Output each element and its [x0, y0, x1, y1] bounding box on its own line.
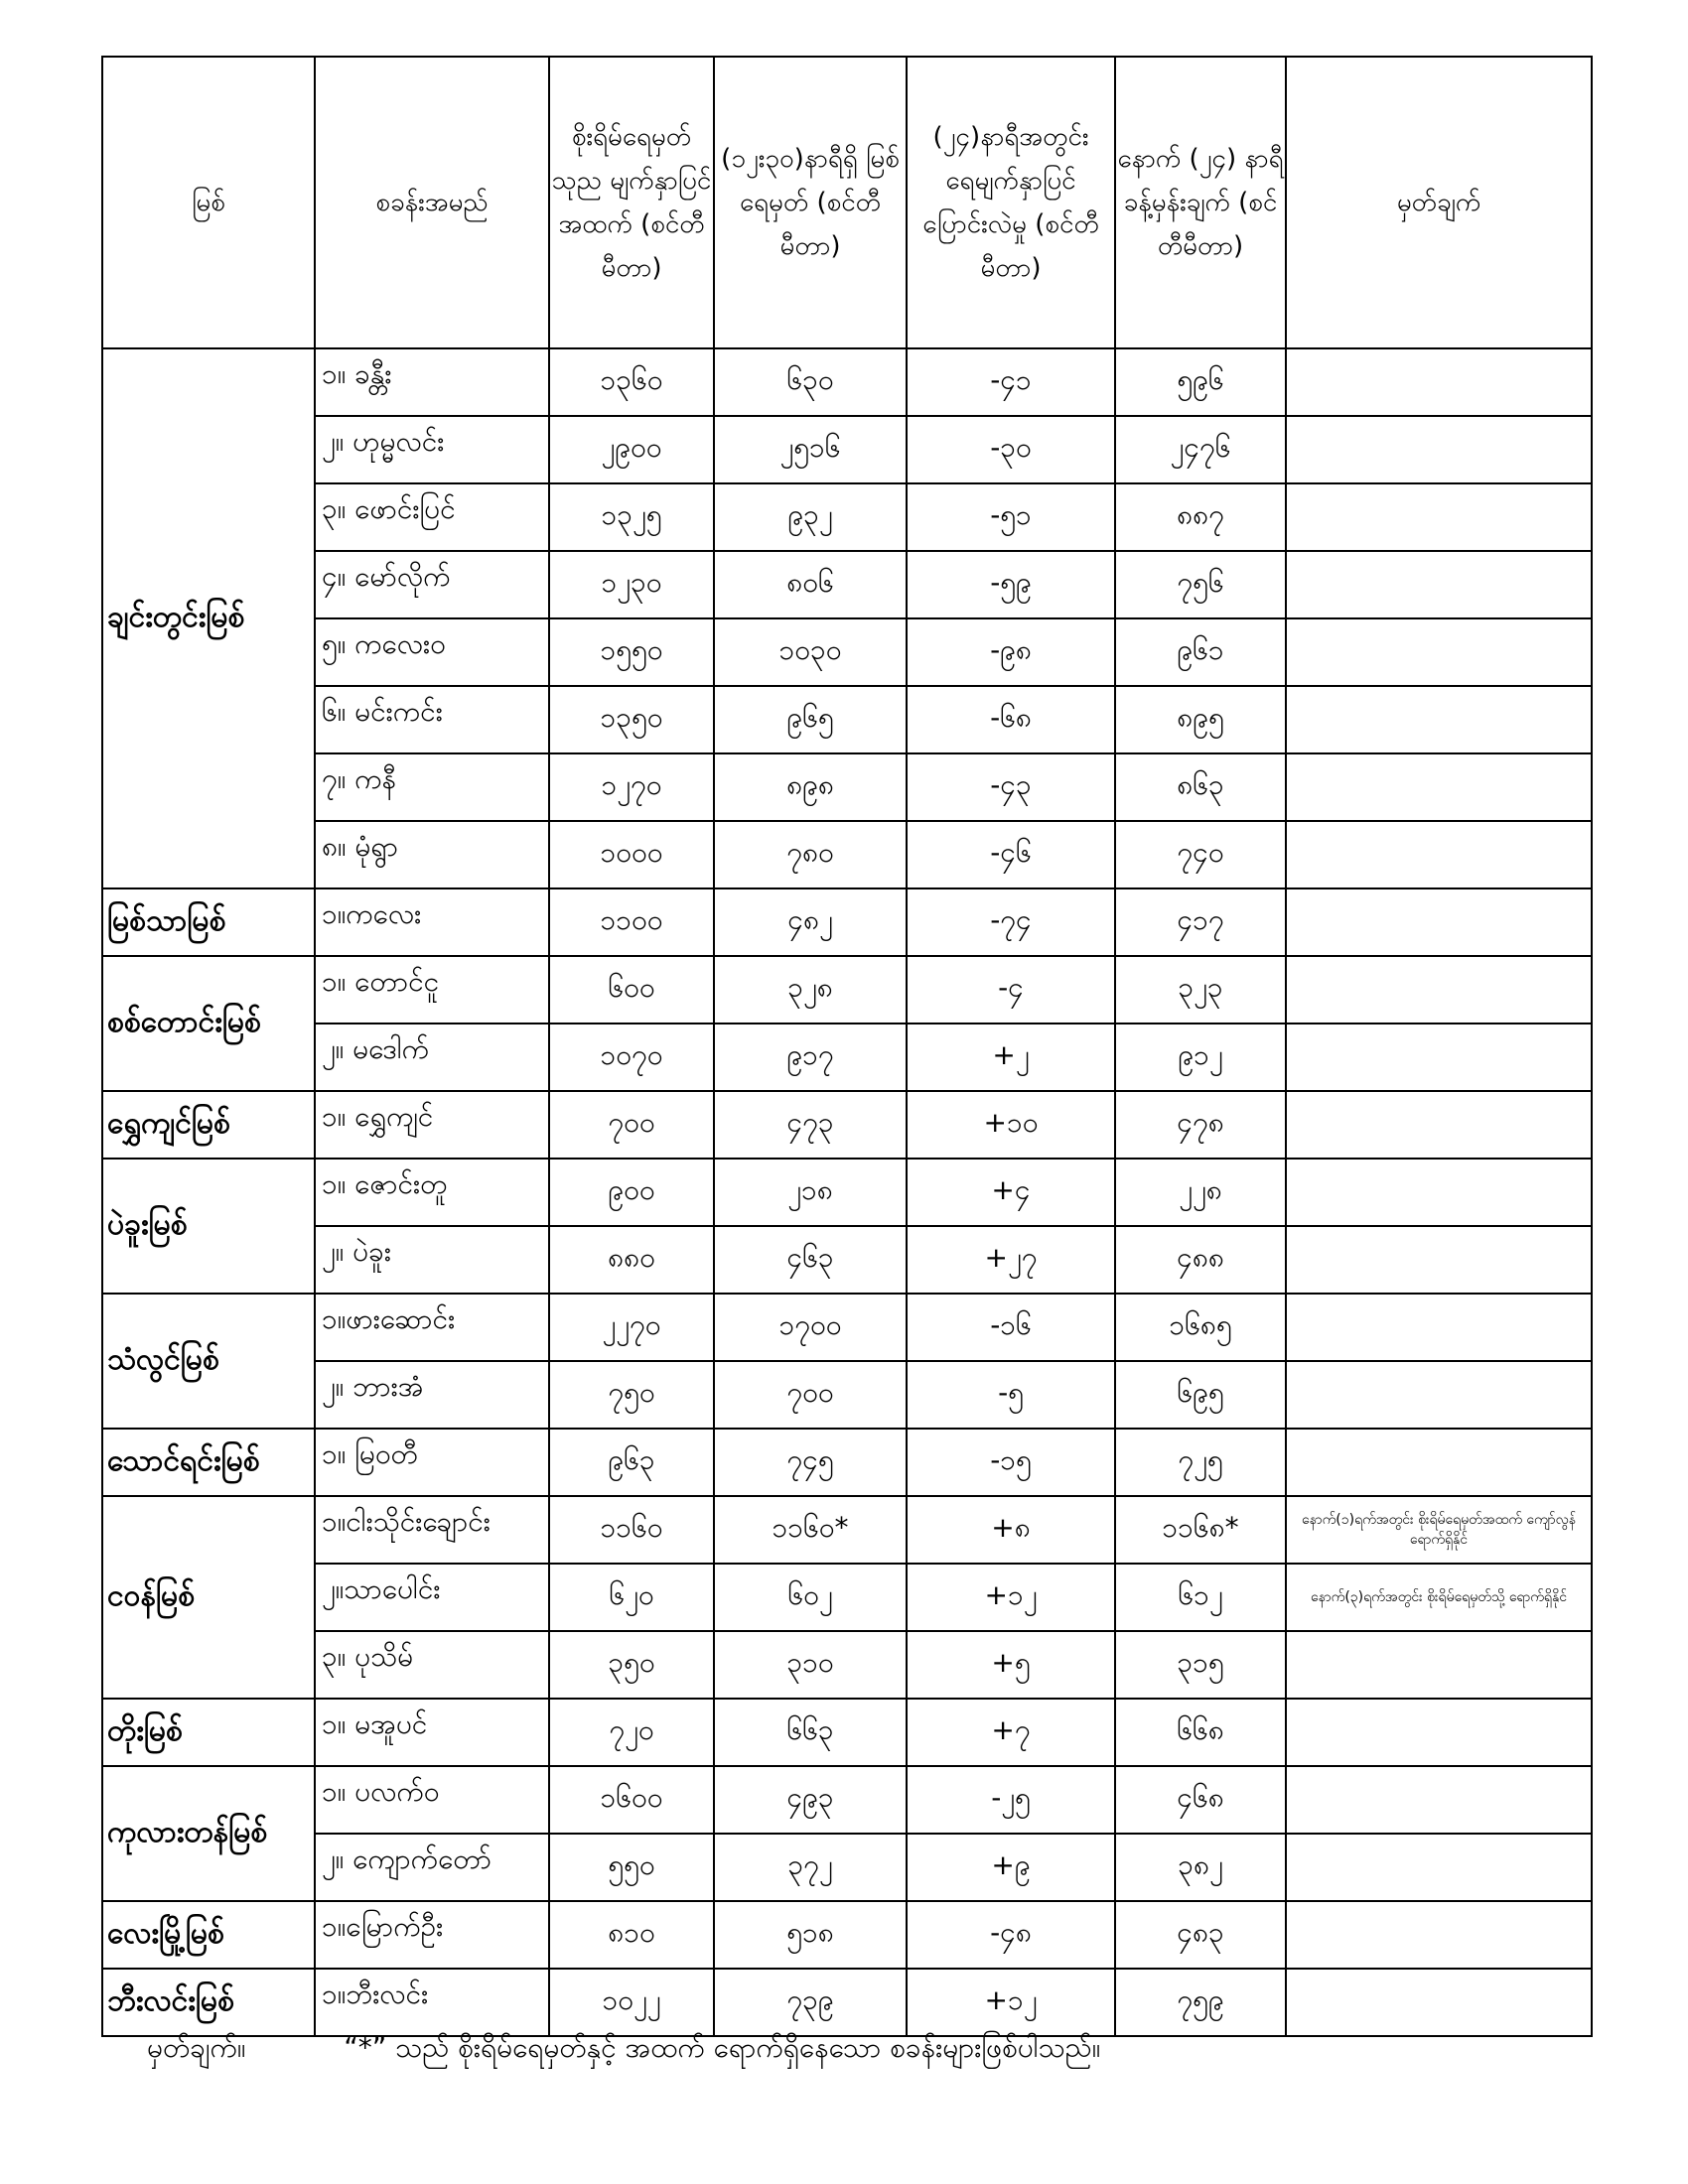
- current-level: ၃၇၂: [714, 1834, 907, 1901]
- level-change: -၅: [907, 1361, 1115, 1429]
- current-level: ၆၀၂: [714, 1564, 907, 1631]
- table-row: [102, 1631, 1592, 1699]
- station-name: ၁။ဘီးလင်း: [315, 1969, 549, 2036]
- forecast-level: ၁၁၆၈*: [1115, 1496, 1286, 1564]
- current-level: ၄၈၂: [714, 888, 907, 956]
- forecast-level: ၆၆၈: [1115, 1699, 1286, 1766]
- level-change: -၉၈: [907, 618, 1115, 686]
- station-name: ၁။ မအူပင်: [315, 1699, 549, 1766]
- table-row: [102, 1429, 1592, 1496]
- remark: [1286, 888, 1592, 956]
- forecast-level: ၇၄၀: [1115, 821, 1286, 888]
- forecast-level: ၄၁၇: [1115, 888, 1286, 956]
- danger-level: ၂၂၇၀: [549, 1294, 714, 1361]
- current-level: ၆၆၃: [714, 1699, 907, 1766]
- forecast-level: ၃၁၅: [1115, 1631, 1286, 1699]
- forecast-level: ၄၈၈: [1115, 1226, 1286, 1294]
- river-name: တိုးမြစ်: [102, 1699, 315, 1766]
- table-row: [102, 348, 1592, 416]
- header-forecast: နောက် (၂၄) နာရီ ခန့်မှန်းချက် (စင်တီမီတာ): [1115, 57, 1286, 348]
- level-change: -၅၉: [907, 551, 1115, 618]
- danger-level: ၁၀၂၂: [549, 1969, 714, 2036]
- forecast-level: ၃၂၃: [1115, 956, 1286, 1024]
- remark: [1286, 753, 1592, 821]
- forecast-level: ၄၇၈: [1115, 1091, 1286, 1159]
- footnote-label: မှတ်ချက်။: [147, 2031, 246, 2064]
- level-change: +၉: [907, 1834, 1115, 1901]
- river-name: ကုလားတန်မြစ်: [102, 1766, 315, 1901]
- level-change: +၄: [907, 1159, 1115, 1226]
- danger-level: ၉၆၃: [549, 1429, 714, 1496]
- river-name: ရွှေကျင်မြစ်: [102, 1091, 315, 1159]
- current-level: ၃၂၈: [714, 956, 907, 1024]
- danger-level: ၉၀၀: [549, 1159, 714, 1226]
- station-name: ၂။ မဒေါက်: [315, 1024, 549, 1091]
- remark: [1286, 686, 1592, 753]
- header-change: (၂၄)နာရီအတွင်း ရေမျက်နှာပြင် ပြောင်းလဲမှု (စင်တီမီတာ): [907, 57, 1115, 348]
- river-level-table-container: [101, 56, 1591, 2037]
- current-level: ၉၁၇: [714, 1024, 907, 1091]
- level-change: -၃၀: [907, 416, 1115, 483]
- remark: [1286, 348, 1592, 416]
- danger-level: ၁၃၂၅: [549, 483, 714, 551]
- station-name: ၁။ငါးသိုင်းချောင်း: [315, 1496, 549, 1564]
- table-row: [102, 1294, 1592, 1361]
- river-level-table: [101, 56, 1593, 2037]
- level-change: +၂: [907, 1024, 1115, 1091]
- current-level: ၁၀၃၀: [714, 618, 907, 686]
- current-level: ၂၅၁၆: [714, 416, 907, 483]
- danger-level: ၂၉၀၀: [549, 416, 714, 483]
- level-change: -၅၁: [907, 483, 1115, 551]
- remark: နောက်(၁)ရက်အတွင်း စိုးရိမ်ရေမှတ်အထက် ကျော်လွန်ရောက်ရှိနိုင်: [1286, 1496, 1592, 1564]
- table-row: [102, 753, 1592, 821]
- current-level: ၆၃၀: [714, 348, 907, 416]
- table-row: [102, 1564, 1592, 1631]
- station-name: ၃။ ပုသိမ်: [315, 1631, 549, 1699]
- remark: [1286, 618, 1592, 686]
- danger-level: ၁၆၀၀: [549, 1766, 714, 1834]
- station-name: ၁။ မြဝတီ: [315, 1429, 549, 1496]
- table-row: [102, 1496, 1592, 1564]
- station-name: ၃။ ဖောင်းပြင်: [315, 483, 549, 551]
- current-level: ၇၄၅: [714, 1429, 907, 1496]
- danger-level: ၆၀၀: [549, 956, 714, 1024]
- current-level: ၁၇၀၀: [714, 1294, 907, 1361]
- remark: [1286, 956, 1592, 1024]
- forecast-level: ၆၉၅: [1115, 1361, 1286, 1429]
- danger-level: ၁၃၆၀: [549, 348, 714, 416]
- forecast-level: ၇၅၆: [1115, 551, 1286, 618]
- forecast-level: ၇၅၉: [1115, 1969, 1286, 2036]
- station-name: ၂။ ပဲခူး: [315, 1226, 549, 1294]
- station-name: ၄။ မော်လိုက်: [315, 551, 549, 618]
- station-name: ၁။ ခန္တီး: [315, 348, 549, 416]
- river-name: ချင်းတွင်းမြစ်: [102, 348, 315, 888]
- danger-level: ၇၀၀: [549, 1091, 714, 1159]
- remark: [1286, 1091, 1592, 1159]
- forecast-level: ၈၆၃: [1115, 753, 1286, 821]
- forecast-level: ၈၈၇: [1115, 483, 1286, 551]
- current-level: ၄၇၃: [714, 1091, 907, 1159]
- danger-level: ၇၂၀: [549, 1699, 714, 1766]
- table-row: [102, 1699, 1592, 1766]
- current-level: ၇၀၀: [714, 1361, 907, 1429]
- station-name: ၂။သာပေါင်း: [315, 1564, 549, 1631]
- river-name: မြစ်သာမြစ်: [102, 888, 315, 956]
- station-name: ၁။ကလေး: [315, 888, 549, 956]
- station-name: ၂။ ဘားအံ: [315, 1361, 549, 1429]
- table-row: [102, 956, 1592, 1024]
- table-row: [102, 821, 1592, 888]
- level-change: +၅: [907, 1631, 1115, 1699]
- forecast-level: ၅၉၆: [1115, 348, 1286, 416]
- level-change: +၁၂: [907, 1969, 1115, 2036]
- level-change: -၇၄: [907, 888, 1115, 956]
- current-level: ၉၃၂: [714, 483, 907, 551]
- danger-level: ၈၈၀: [549, 1226, 714, 1294]
- table-row: [102, 551, 1592, 618]
- forecast-level: ၇၂၅: [1115, 1429, 1286, 1496]
- table-row: [102, 686, 1592, 753]
- forecast-level: ၉၆၁: [1115, 618, 1286, 686]
- danger-level: ၈၁၀: [549, 1901, 714, 1969]
- table-row: [102, 483, 1592, 551]
- forecast-level: ၂၂၈: [1115, 1159, 1286, 1226]
- remark: [1286, 821, 1592, 888]
- danger-level: ၅၅၀: [549, 1834, 714, 1901]
- station-name: ၈။ မုံရွာ: [315, 821, 549, 888]
- forecast-level: ၆၁၂: [1115, 1564, 1286, 1631]
- current-level: ၇၈၀: [714, 821, 907, 888]
- danger-level: ၁၅၅၀: [549, 618, 714, 686]
- danger-level: ၁၀၇၀: [549, 1024, 714, 1091]
- station-name: ၁။ဖားဆောင်း: [315, 1294, 549, 1361]
- station-name: ၁။ တောင်ငူ: [315, 956, 549, 1024]
- remark: [1286, 1631, 1592, 1699]
- level-change: -၄၆: [907, 821, 1115, 888]
- remark: [1286, 416, 1592, 483]
- danger-level: ၃၅၀: [549, 1631, 714, 1699]
- current-level: ၇၃၉: [714, 1969, 907, 2036]
- header-river: မြစ်: [102, 57, 315, 348]
- forecast-level: ၉၁၂: [1115, 1024, 1286, 1091]
- header-remark: မှတ်ချက်: [1286, 57, 1592, 348]
- current-level: ၄၆၃: [714, 1226, 907, 1294]
- level-change: -၄၁: [907, 348, 1115, 416]
- header-station: စခန်းအမည်: [315, 57, 549, 348]
- remark: [1286, 1699, 1592, 1766]
- station-name: ၁။မြောက်ဦး: [315, 1901, 549, 1969]
- remark: [1286, 1969, 1592, 2036]
- level-change: +၁၀: [907, 1091, 1115, 1159]
- remark: နောက်(၃)ရက်အတွင်း စိုးရိမ်ရေမှတ်သို့ ရောက်ရှိနိုင်: [1286, 1564, 1592, 1631]
- current-level: ၈၀၆: [714, 551, 907, 618]
- table-row: [102, 1091, 1592, 1159]
- remark: [1286, 483, 1592, 551]
- current-level: ၃၁၀: [714, 1631, 907, 1699]
- level-change: -၄: [907, 956, 1115, 1024]
- table-row: [102, 1969, 1592, 2036]
- current-level: ၉၆၅: [714, 686, 907, 753]
- river-name: ဘီးလင်းမြစ်: [102, 1969, 315, 2036]
- table-row: [102, 1834, 1592, 1901]
- footnote: [147, 2029, 1100, 2071]
- remark: [1286, 1429, 1592, 1496]
- station-name: ၂။ ကျောက်တော်: [315, 1834, 549, 1901]
- river-name: သောင်ရင်းမြစ်: [102, 1429, 315, 1496]
- level-change: +၈: [907, 1496, 1115, 1564]
- forecast-level: ၈၉၅: [1115, 686, 1286, 753]
- station-name: ၆။ မင်းကင်း: [315, 686, 549, 753]
- table-row: [102, 618, 1592, 686]
- remark: [1286, 1024, 1592, 1091]
- remark: [1286, 551, 1592, 618]
- danger-level: ၁၁၀၀: [549, 888, 714, 956]
- danger-level: ၁၂၇၀: [549, 753, 714, 821]
- forecast-level: ၄၈၃: [1115, 1901, 1286, 1969]
- current-level: ၁၁၆၀*: [714, 1496, 907, 1564]
- level-change: +၁၂: [907, 1564, 1115, 1631]
- remark: [1286, 1294, 1592, 1361]
- danger-level: ၁၂၃၀: [549, 551, 714, 618]
- level-change: +၇: [907, 1699, 1115, 1766]
- river-name: ငဝန်မြစ်: [102, 1496, 315, 1699]
- level-change: +၂၇: [907, 1226, 1115, 1294]
- level-change: -၄၈: [907, 1901, 1115, 1969]
- station-name: ၂။ ဟုမ္မလင်း: [315, 416, 549, 483]
- table-row: [102, 1901, 1592, 1969]
- level-change: -၆၈: [907, 686, 1115, 753]
- current-level: ၈၉၈: [714, 753, 907, 821]
- river-name: သံလွင်မြစ်: [102, 1294, 315, 1429]
- river-name: ပဲခူးမြစ်: [102, 1159, 315, 1294]
- table-row: [102, 1024, 1592, 1091]
- river-name: စစ်တောင်းမြစ်: [102, 956, 315, 1091]
- table-row: [102, 1766, 1592, 1834]
- danger-level: ၇၅၀: [549, 1361, 714, 1429]
- current-level: ၄၉၃: [714, 1766, 907, 1834]
- forecast-level: ၂၄၇၆: [1115, 416, 1286, 483]
- station-name: ၁။ ဇောင်းတူ: [315, 1159, 549, 1226]
- header-current-level: (၁၂း၃၀)နာရီရှိ မြစ်ရေမှတ် (စင်တီမီတာ): [714, 57, 907, 348]
- current-level: ၂၁၈: [714, 1159, 907, 1226]
- river-name: လေးမြို့မြစ်: [102, 1901, 315, 1969]
- footnote-text: “*” သည် စိုးရိမ်ရေမှတ်နှင့် အထက် ရောက်ရှိနေသော စခန်းများဖြစ်ပါသည်။: [344, 2031, 1101, 2064]
- station-name: ၁။ ရွှေကျင်: [315, 1091, 549, 1159]
- remark: [1286, 1159, 1592, 1226]
- table-row: [102, 888, 1592, 956]
- remark: [1286, 1226, 1592, 1294]
- level-change: -၄၃: [907, 753, 1115, 821]
- table-row: [102, 1226, 1592, 1294]
- forecast-level: ၁၆၈၅: [1115, 1294, 1286, 1361]
- danger-level: ၆၂၀: [549, 1564, 714, 1631]
- header-row: [102, 57, 1592, 348]
- remark: [1286, 1361, 1592, 1429]
- table-row: [102, 1159, 1592, 1226]
- danger-level: ၁၃၅၀: [549, 686, 714, 753]
- danger-level: ၁၁၆၀: [549, 1496, 714, 1564]
- table-row: [102, 416, 1592, 483]
- remark: [1286, 1766, 1592, 1834]
- remark: [1286, 1901, 1592, 1969]
- remark: [1286, 1834, 1592, 1901]
- table-body: [102, 348, 1592, 2036]
- header-danger-level: စိုးရိမ်ရေမှတ် သုည မျက်နှာပြင် အထက် (စင်တီမီတာ): [549, 57, 714, 348]
- station-name: ၅။ ကလေးဝ: [315, 618, 549, 686]
- level-change: -၂၅: [907, 1766, 1115, 1834]
- station-name: ၁။ ပလက်ဝ: [315, 1766, 549, 1834]
- current-level: ၅၁၈: [714, 1901, 907, 1969]
- level-change: -၁၅: [907, 1429, 1115, 1496]
- station-name: ၇။ ကနီ: [315, 753, 549, 821]
- forecast-level: ၃၈၂: [1115, 1834, 1286, 1901]
- level-change: -၁၆: [907, 1294, 1115, 1361]
- danger-level: ၁၀၀၀: [549, 821, 714, 888]
- table-row: [102, 1361, 1592, 1429]
- forecast-level: ၄၆၈: [1115, 1766, 1286, 1834]
